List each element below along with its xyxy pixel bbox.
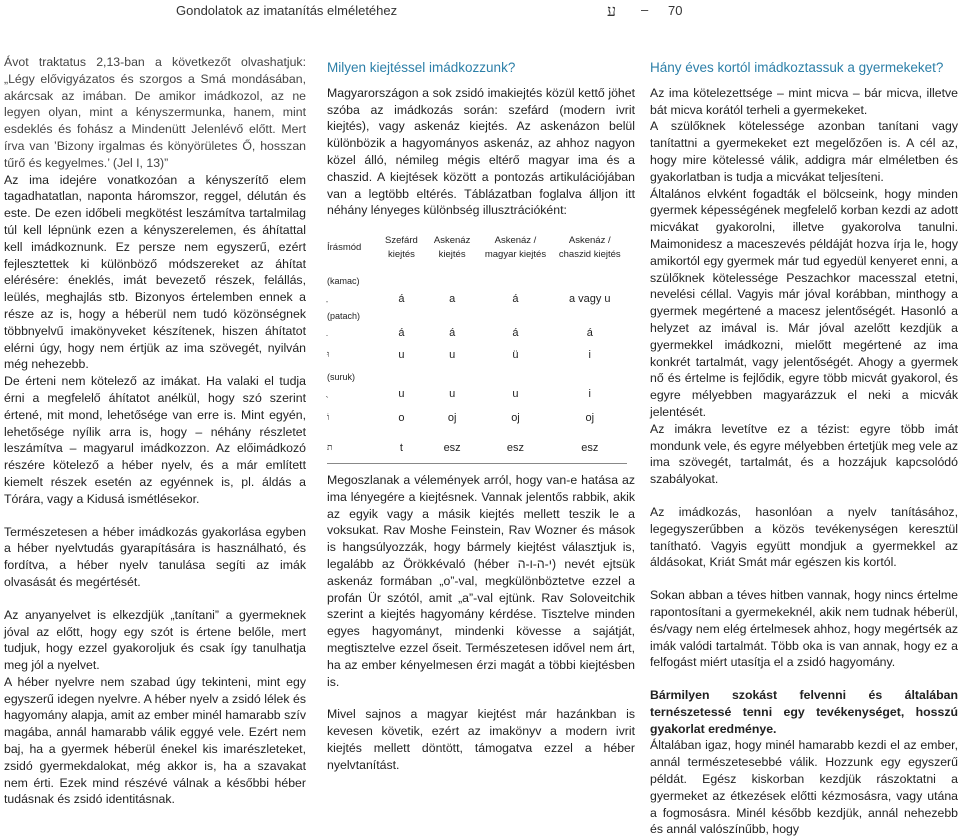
- table-cell: o: [398, 412, 405, 425]
- hebrew-symbol: [327, 290, 377, 308]
- paragraph: A szülőknek kötelessége azonban tanítani vagy tanítattni a gyermekeket ezt megelőzően is. A cél az, hogy mire kötelessé válik, addigra már elméletben és gyakorlatban is tudja a micvákat teljesíteni.: [650, 119, 958, 184]
- section-heading: Hány éves kortól imádkoztassuk a gyermekeket?: [650, 60, 944, 75]
- table-cell: u: [449, 388, 456, 401]
- table-cell: á: [586, 327, 593, 340]
- table-cell: u: [512, 388, 519, 401]
- paragraph: Az imádkozás, hasonlóan a nyelv tanításához, legegyszerűbben a közös tevékenységen keresztül tanítható. Vagyis együtt mondjuk a gyermekkel az áldásokat, Kriát Smát már egészen kis kortól.: [650, 504, 958, 570]
- table-cell: i: [588, 349, 591, 362]
- right-column: [650, 60, 958, 838]
- table-header-cell: Askenáz kiejtés: [433, 235, 471, 261]
- paragraph: De érteni nem kötelező az imákat. Ha valaki el tudja érni a megfelelő áhítatot anélkül, hogy szó szerint értené, mit mond, lehetősége van erre is. Mint egyén, lehetősége nyílik arra is, hogy – néhány részletet leszámítva – magyarul imádkozzon. Az előimádkozó részére kötelező a héber nyelv, és a már említett kiemelt részek esetén az egyénnek is, pl. áldás a Tórára, vagy a Kidusá ismétlésekor.: [4, 374, 306, 506]
- hebrew-symbol: [327, 325, 377, 343]
- paragraph: Általában igaz, hogy minél hamarabb kezdi el az ember, annál természetesebbé válik. Hozzunk egy egyszerű példát. Egész kiskorban kezdjük rászoktatni a gyermeket az étkezések előtti kézmosásra, vagy utána a fogmosásra. Minél később kezdjük, annál nehezebb és annál valószínűbb, hogy: [650, 738, 958, 837]
- table-cell: oj: [511, 412, 520, 425]
- header-dash: –: [641, 2, 649, 17]
- hebrew-page-letter: ע: [607, 1, 617, 20]
- paragraph: Mivel sajnos a magyar kiejtést már hazánkban is kevesen követik, ezért az imakönyv a modern ivrit kiejtés mellett döntött, támogatva ezzel a héber nyelvtanítást.: [327, 707, 635, 772]
- table-row: [327, 404, 627, 434]
- pronunciation-table: [327, 223, 627, 464]
- table-row: [327, 290, 627, 308]
- table-cell: u: [449, 349, 456, 362]
- table-cell: a: [449, 292, 456, 305]
- table-header-cell: Írásmód: [327, 242, 362, 254]
- hebrew-symbol: [327, 386, 377, 404]
- middle-column: [327, 60, 635, 774]
- vowel-name: (kamac): [327, 276, 360, 287]
- table-cell: oj: [447, 412, 457, 425]
- paragraph: Általános elvként fogadták el bölcseink, hogy minden gyermek képességének megfelelő korban kezdi az adott micvákat gyakorolni, illetve gyakorolva tanulni. Maimonidesz a maceszevés példáját hozva írja le, hogy amikortól egy gyermek már tud egyedül kenyeret enni, a szülőknek kötelessége Peszachkor macesszal etetni, nevelési céllal. Vagyis már jóval korábban, minthogy a gyermek megértené a macesz jelentőségét. Hasonló a helyzet az imával is. Már jóval azelőtt kezdjük a gyermekkel imádkozni, mielőtt megértené az ima konkrét tartalmát, vagy jelentőségét. Ahogy a gyermek nő és értelme is fejlődik, egyre több micvát gyakorol, és egyre mélyebben magyarázzuk el neki a micvák jelentését.: [650, 186, 958, 419]
- vowel-name: (suruk): [327, 371, 356, 382]
- table-cell: esz: [553, 434, 627, 464]
- page-number: 70: [668, 3, 683, 18]
- page-header: [0, 0, 960, 22]
- hebrew-symbol: וּ: [327, 350, 330, 361]
- paragraph: Az ima kötelezettsége – mint micva – bár micva, illetve bát micva korától terheli a gyermekeket.: [650, 85, 958, 117]
- paragraph: Az anyanyelvet is elkezdjük „tanítani” a gyermeknek jóval az előtt, hogy egy szót is értene belőle, mert tudjuk, hogy ezzel gyakoroljuk és csak így tanulhatja meg jól a nyelvet.: [4, 607, 306, 673]
- table-cell: u: [398, 349, 405, 362]
- table-cell: a vagy u: [568, 292, 611, 305]
- table-cell: esz: [478, 434, 552, 464]
- paragraph: Sokan abban a téves hitben vannak, hogy nincs értelme rapontosítani a gyermekeknél, akik nem tudnak héberül, és/vagy nem elég értelmesek ahhoz, hogy megértsék az imák valódi tartalmát. Több oka is van annak, hogy ez a felfogást miért utasítja el a zsidó hagyomány.: [650, 588, 958, 670]
- paragraph: Természetesen a héber imádkozás gyakorlása egyben a héber nyelvtudás gyarapítására is használható, és fordítva, a héber nyelv tanulása segíti az imák olvasását és megértését.: [4, 524, 306, 589]
- table-cell: á: [398, 327, 405, 340]
- paragraph: Magyarországon a sok zsidó imakiejtés közül kettő jöhet szóba az imádkozás során: szefárd (modern ivrit kiejtés), vagy askenáz kiejtés. Az askenázon belül különbözik a hagyományos askenáz, az ahhoz nagyon közel álló, némileg mégis eltérő magyar ima és a chaszid. A kiejtések között a pontozás artikulációjában van a legtöbb eltérés. Táblázatban foglalva álljon itt néhány lényeges különbség illusztrációként:: [327, 85, 635, 218]
- table-cell: á: [512, 292, 519, 305]
- table-cell: esz: [426, 434, 479, 464]
- table-cell: á: [512, 327, 519, 340]
- paragraph: Az imákra levetítve ez a tézist: egyre több imát mondunk vele, és egyre mélyebben értetjük meg vele az ima szövegét, tartalmát, és a hozzájuk kapcsolódó szabályokat.: [650, 421, 958, 487]
- left-column: [4, 54, 306, 808]
- table-header-cell: Askenáz / magyar kiejtés: [484, 235, 547, 261]
- running-title: Gondolatok az imatanítás elméletéhez: [176, 3, 398, 18]
- table-cell: á: [398, 292, 405, 305]
- paragraph: A héber nyelvre nem szabad úgy tekinteni, mint egy egyszerű idegen nyelvre. A héber nyelv a zsidó lélek és hagyomány alapja, amit az ember minél hamarabb szív magába, annál hamarabb válik eggyé vele. Ezért nem baj, ha a gyermek héberül énekel kis imarészleteket, zsidó gyermekdalokat, még akkor is, ha a szavakat nem érti. Ezek mind részévé válnak a későbbi héber tudásnak és zsidó identitásnak.: [4, 674, 306, 807]
- section-heading: Milyen kiejtéssel imádkozzunk?: [327, 60, 516, 75]
- vowel-name: (patach): [327, 310, 361, 321]
- table-cell: ü: [512, 349, 519, 362]
- hebrew-symbol: וֹ: [327, 413, 330, 424]
- paragraph: Az ima idejére vonatkozóan a kényszerítő elem tagadhatatlan, naponta háromszor, reggel, délután és este. De ezen időbeli megkötést leszámítva tartalmilag túl kell lépnünk ezen a kényszerelemen, és áhítattal kell imádkoznunk. Ez persze nem egyszerű, ezért fejlesztettek ki különböző módszereket az áhítat elérésére: éneklés, imát bevezető részek, felállás, leülés, meghajlás stb. Bizonyos értelemben ennek a része az is, hogy a héberül nem tudó közönségnek többnyelvű imakönyveket készítenek, hiszen áhítatot elérni úgy, hogy nem értjük az ima szövegét, nyilván még nehezebb.: [4, 172, 306, 372]
- table-header-row: [327, 223, 627, 273]
- bold-statement: Bármilyen szokást felvenni és általában ternészetessé tenni egy tevékenységet, hosszú gyakorlat eredménye.: [650, 688, 958, 736]
- table-cell: á: [449, 327, 456, 340]
- table-row: [327, 386, 627, 404]
- table-cell: i: [588, 388, 591, 401]
- table-header-cell: Askenáz / chaszid kiejtés: [558, 235, 621, 261]
- table-row: [327, 325, 627, 343]
- quote-paragraph: Ávot traktatus 2,13-ban a következőt olvashatjuk: „Légy elővigyázatos és szorgos a Smá mondásában, akárcsak az imában. De amikor imádkozol, az ne legyen olyan, mint a kényszermunka, hanem, mint esdeklés és fohász a Mindenütt Jelenlévő előtt. Mert írva van ’Bizony irgalmas és könyörületes Ő, hosszan tűrő és kegyelmes.’ (Jel I, 13)”: [4, 55, 306, 170]
- table-row: [327, 434, 627, 464]
- table-cell: oj: [585, 412, 595, 425]
- table-header-cell: Szefárd kiejtés: [385, 235, 418, 261]
- hebrew-symbol: ת: [327, 434, 377, 464]
- table-cell: u: [398, 388, 405, 401]
- table-row: [327, 343, 627, 369]
- paragraph: Megoszlanak a vélemények arról, hogy van-e hatása az ima lényegére a kiejtésnek. Vannak jelentős rabbik, akik az egyik vagy a másik kiejtés mellett teszik le a voksukat. Rav Moshe Feinstein, Rav Wozner és mások is hangsúlyozzák, hogy bármely kiejtést választjuk is, legalább az Örökkévaló (héber י-ה-ו-ה) nevét ejtsük askenáz formában „o”-val, megkülönböztetve ezzel a profán Ür szótól, amit „a”-val ejtünk. Rav Soloveitchik szerint a kiejtés hagyomány kérdése. Tisztelve minden egyes hagyományt, mindenki kövesse a sajátját, megtisztelve ezzel őseit. Természetesen idővel nem árt, ha az ember kényelmesen érzi magát a többi kiejtésben is.: [327, 473, 636, 689]
- table-cell: t: [377, 434, 426, 464]
